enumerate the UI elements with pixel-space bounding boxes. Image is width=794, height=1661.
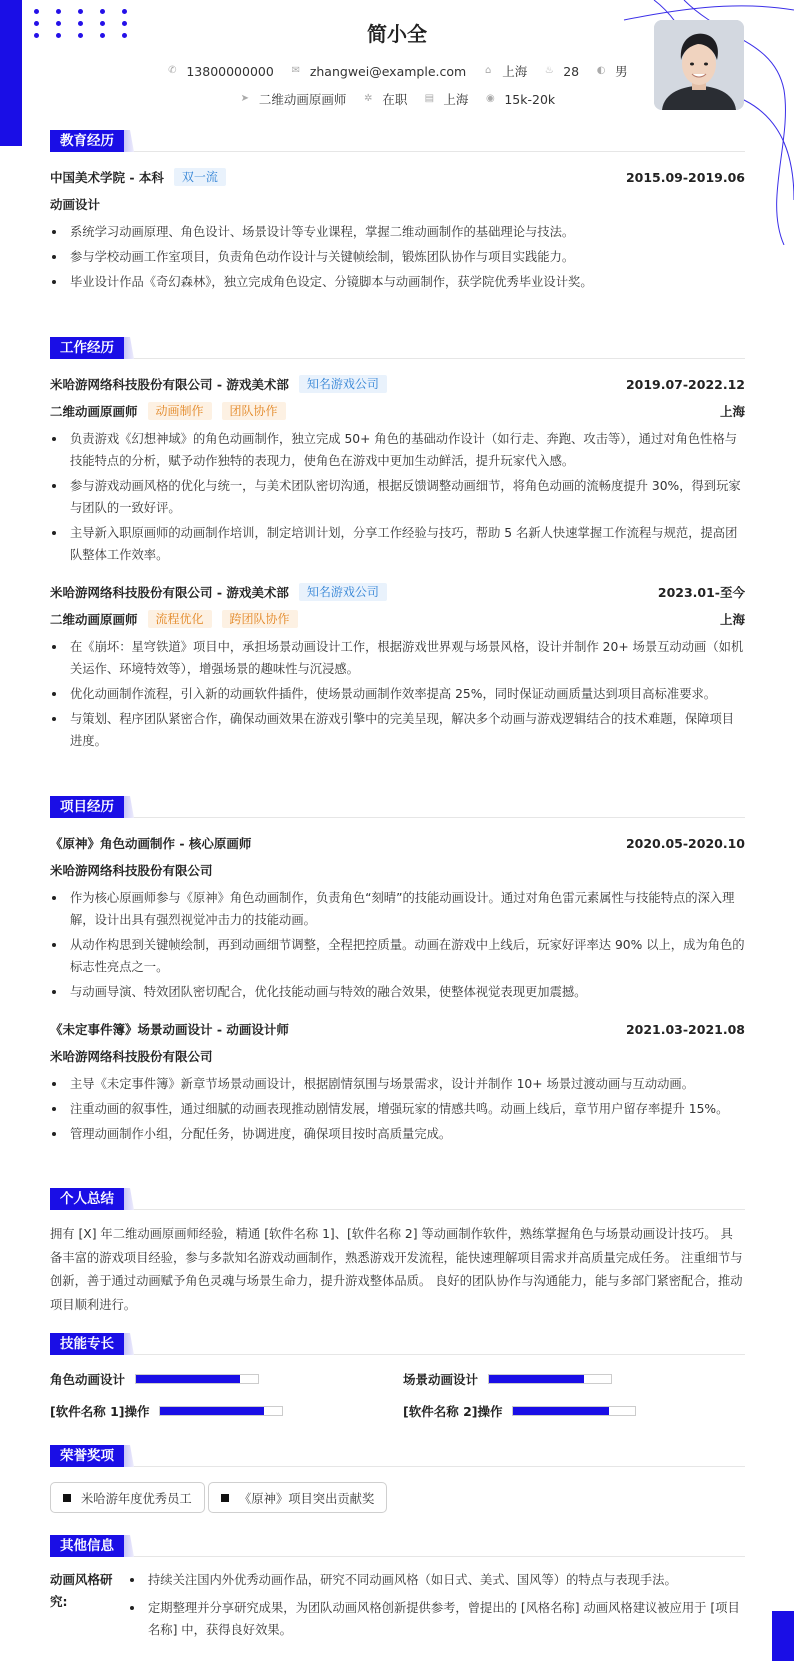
section-header <box>50 1188 745 1210</box>
section-header <box>50 796 745 818</box>
work-section <box>50 337 745 752</box>
work-header <box>50 375 745 393</box>
project-header <box>50 1020 745 1038</box>
honor-text: 米哈游年度优秀员工 <box>81 1491 192 1506</box>
section-title: 荣誉奖项 <box>50 1445 124 1467</box>
project-company: 米哈游网络科技股份有限公司 <box>50 863 213 878</box>
work-date: 2023.01-至今 <box>657 585 745 600</box>
skill-bar-fill <box>160 1407 264 1415</box>
project-bullets <box>50 887 745 1003</box>
list-item: 持续关注国内外优秀动画作品，研究不同动画风格（如日式、美式、国风等）的特点与表现手法。 <box>128 1569 745 1591</box>
projects-section <box>50 796 745 1145</box>
skill-name: 角色动画设计 <box>50 1372 126 1387</box>
gender-icon: ◐ <box>596 65 606 76</box>
education-date: 2015.09-2019.06 <box>625 169 745 185</box>
section-header <box>50 1333 745 1355</box>
square-bullet-icon <box>221 1494 229 1502</box>
contact-city: ⌂ 上海 <box>482 62 527 80</box>
work-date: 2019.07-2022.12 <box>625 376 745 392</box>
skill-item <box>50 1370 259 1388</box>
project-date: 2020.05-2020.10 <box>625 835 745 851</box>
skill-tag: 团队协作 <box>222 402 286 420</box>
company-tag: 知名游戏公司 <box>299 583 387 601</box>
list-item: 注重动画的叙事性，通过细腻的动画表现推动剧情发展，增强玩家的情感共鸣。动画上线后，章节用户留存率提升 15%。 <box>50 1098 745 1120</box>
avatar-image <box>654 20 744 110</box>
project-header <box>50 834 745 852</box>
education-bullets <box>50 221 745 293</box>
section-title: 项目经历 <box>50 796 124 818</box>
contact-phone: ✆ 13800000000 <box>168 63 274 79</box>
list-item: 作为核心原画师参与《原神》角色动画制作，负责角色“刻晴”的技能动画设计。通过对角色雷元素属性与技能特点的深入理解，设计出具有强烈视觉冲击力的技能动画。 <box>50 887 745 931</box>
skill-name: [软件名称 2]操作 <box>403 1404 503 1419</box>
contact-gender: ◐ 男 <box>596 64 628 79</box>
list-item: 主导新入职原画师的动画制作培训，制定培训计划，分享工作经验与技巧，帮助 5 名新人快速掌握工作流程与规范，提高团队整体工作效率。 <box>50 522 745 566</box>
status-icon: ✲ <box>364 93 373 104</box>
other-label: 动画风格研究: <box>50 1572 113 1609</box>
avatar <box>654 20 744 110</box>
other-item <box>50 1569 745 1641</box>
list-item: 参与学校动画工作室项目，负责角色动作设计与关键帧绘制，锻炼团队协作与项目实践能力。 <box>50 246 745 268</box>
cake-icon: ♨ <box>544 65 554 76</box>
section-header <box>50 1445 745 1467</box>
section-header <box>50 1535 745 1557</box>
work-bullets <box>50 428 745 566</box>
skill-bar-fill <box>489 1375 584 1383</box>
skill-tag: 动画制作 <box>148 402 212 420</box>
school-name: 中国美术学院 - 本科 <box>50 170 164 185</box>
list-item: 与动画导演、特效团队密切配合，优化技能动画与特效的融合效果，使整体视觉表现更加震撼。 <box>50 981 745 1003</box>
section-title: 工作经历 <box>50 337 124 359</box>
job-city: ▤ 上海 <box>424 92 469 107</box>
section-title: 技能专长 <box>50 1333 124 1355</box>
role-name: 二维动画原画师 <box>50 404 138 419</box>
work-header <box>50 583 745 601</box>
project-company: 米哈游网络科技股份有限公司 <box>50 1049 213 1064</box>
skill-bar <box>488 1374 612 1384</box>
project-name: 《原神》角色动画制作 - 核心原画师 <box>50 836 252 851</box>
skill-bar <box>512 1406 636 1416</box>
project-item <box>50 1020 745 1145</box>
work-location: 上海 <box>719 612 745 627</box>
list-item: 主导《未定事件簿》新章节场景动画设计，根据剧情氛围与场景需求，设计并制作 10+ 场景过渡动画与互动动画。 <box>50 1073 745 1095</box>
job-salary: ◉ 15k-20k <box>485 91 556 107</box>
list-item: 定期整理并分享研究成果，为团队动画风格创新提供参考，曾提出的 [风格名称] 动画风格建议被应用于 [项目名称] 中，获得良好效果。 <box>128 1597 745 1641</box>
salary-icon: ◉ <box>485 93 495 104</box>
skill-bar <box>159 1406 283 1416</box>
send-icon: ➤ <box>240 93 249 104</box>
project-name: 《未定事件簿》场景动画设计 - 动画设计师 <box>50 1022 289 1037</box>
list-item: 负责游戏《幻想神域》的角色动画制作，独立完成 50+ 角色的基础动作设计（如行走、奔跑、攻击等），通过对角色性格与技能特点的分析，赋予动作独特的表现力，使角色在游戏中更加生动鲜活，提升玩家代入感。 <box>50 428 745 472</box>
job-title: ➤ 二维动画原画师 <box>240 92 347 107</box>
phone-icon: ✆ <box>168 65 177 76</box>
list-item: 管理动画制作小组，分配任务，协调进度，确保项目按时高质量完成。 <box>50 1123 745 1145</box>
skills-section <box>50 1333 745 1418</box>
skill-tag: 流程优化 <box>148 610 212 628</box>
education-section <box>50 130 745 293</box>
project-bullets <box>50 1073 745 1145</box>
list-item: 在《崩坏：星穹铁道》项目中，承担场景动画设计工作，根据游戏世界观与场景风格，设计并制作 20+ 场景互动动画（如机关运作、环境特效等），增强场景的趣味性与沉浸感。 <box>50 636 745 680</box>
work-location: 上海 <box>719 404 745 419</box>
skill-name: [软件名称 1]操作 <box>50 1404 150 1419</box>
other-bullets <box>128 1569 745 1641</box>
section-header <box>50 337 745 359</box>
other-section <box>50 1535 745 1641</box>
major-name: 动画设计 <box>50 197 101 212</box>
skill-bar-fill <box>136 1375 240 1383</box>
school-tag: 双一流 <box>174 168 226 186</box>
skill-item <box>50 1402 283 1420</box>
section-title: 教育经历 <box>50 130 124 152</box>
square-bullet-icon <box>63 1494 71 1502</box>
list-item: 与策划、程序团队紧密合作，确保动画效果在游戏引擎中的完美呈现，解决多个动画与游戏逻辑结合的技术难题，保障项目进度。 <box>50 708 745 752</box>
honor-text: 《原神》项目突出贡献奖 <box>239 1491 375 1506</box>
role-row <box>50 402 745 420</box>
role-name: 二维动画原画师 <box>50 612 138 627</box>
company-tag: 知名游戏公司 <box>299 375 387 393</box>
home-icon: ⌂ <box>485 65 492 76</box>
mail-icon: ✉ <box>291 65 301 76</box>
education-header <box>50 168 745 186</box>
major-row <box>50 195 745 213</box>
list-item: 参与游戏动画风格的优化与统一，与美术团队密切沟通，根据反馈调整动画细节，将角色动画的流畅度提升 30%，得到玩家与团队的一致好评。 <box>50 475 745 519</box>
project-company-row <box>50 1047 745 1065</box>
skill-item <box>403 1370 612 1388</box>
section-header <box>50 130 745 152</box>
project-item <box>50 834 745 1003</box>
contact-email: ✉ zhangwei@example.com <box>291 63 467 79</box>
skill-item <box>403 1402 636 1420</box>
project-date: 2021.03-2021.08 <box>625 1021 745 1037</box>
honor-item <box>208 1482 387 1513</box>
role-row <box>50 610 745 628</box>
honor-item <box>50 1482 205 1513</box>
company-name: 米哈游网络科技股份有限公司 - 游戏美术部 <box>50 585 289 600</box>
summary-text: 拥有 [X] 年二维动画原画师经验，精通 [软件名称 1]、[软件名称 2] 等动画制作软件，熟练掌握角色与场景动画设计技巧。 具备丰富的游戏项目经验，参与多款知名游戏动画制作，熟悉游戏开发流程，能快速理解项目需求并高质量完成任务。 注重细节与创新，善于通过动画赋予角色灵魂与场景生命力，提升游戏整体品质。 良好的团队协作与沟通能力，能与多部门紧密配合，推动项目顺利进行。 <box>50 1227 743 1312</box>
list-item: 系统学习动画原理、角色设计、场景设计等专业课程，掌握二维动画制作的基础理论与技法。 <box>50 221 745 243</box>
candidate-name: 简小全 <box>367 22 427 46</box>
list-item: 从动作构思到关键帧绘制，再到动画细节调整，全程把控质量。动画在游戏中上线后，玩家好评率达 90% 以上，成为角色的标志性亮点之一。 <box>50 934 745 978</box>
skill-tag: 跨团队协作 <box>222 610 298 628</box>
skill-name: 场景动画设计 <box>403 1372 479 1387</box>
job-status: ✲ 在职 <box>364 92 408 107</box>
list-item: 毕业设计作品《奇幻森林》，独立完成角色设定、分镜脚本与动画制作，获学院优秀毕业设计奖。 <box>50 271 745 293</box>
work-item <box>50 375 745 566</box>
building-icon: ▤ <box>424 93 435 104</box>
list-item: 优化动画制作流程，引入新的动画软件插件，使场景动画制作效率提高 25%，同时保证动画质量达到项目高标准要求。 <box>50 683 745 705</box>
skill-bar-fill <box>513 1407 608 1415</box>
honors-section <box>50 1445 745 1525</box>
work-bullets <box>50 636 745 752</box>
honor-list <box>50 1482 745 1514</box>
section-title: 个人总结 <box>50 1188 124 1210</box>
work-item <box>50 583 745 752</box>
company-name: 米哈游网络科技股份有限公司 - 游戏美术部 <box>50 377 289 392</box>
contact-age: ♨ 28 <box>544 63 580 79</box>
project-company-row <box>50 861 745 879</box>
skill-bar <box>135 1374 259 1384</box>
bottom-right-accent-bar <box>772 1611 794 1661</box>
section-title: 其他信息 <box>50 1535 124 1557</box>
summary-section <box>50 1188 745 1317</box>
